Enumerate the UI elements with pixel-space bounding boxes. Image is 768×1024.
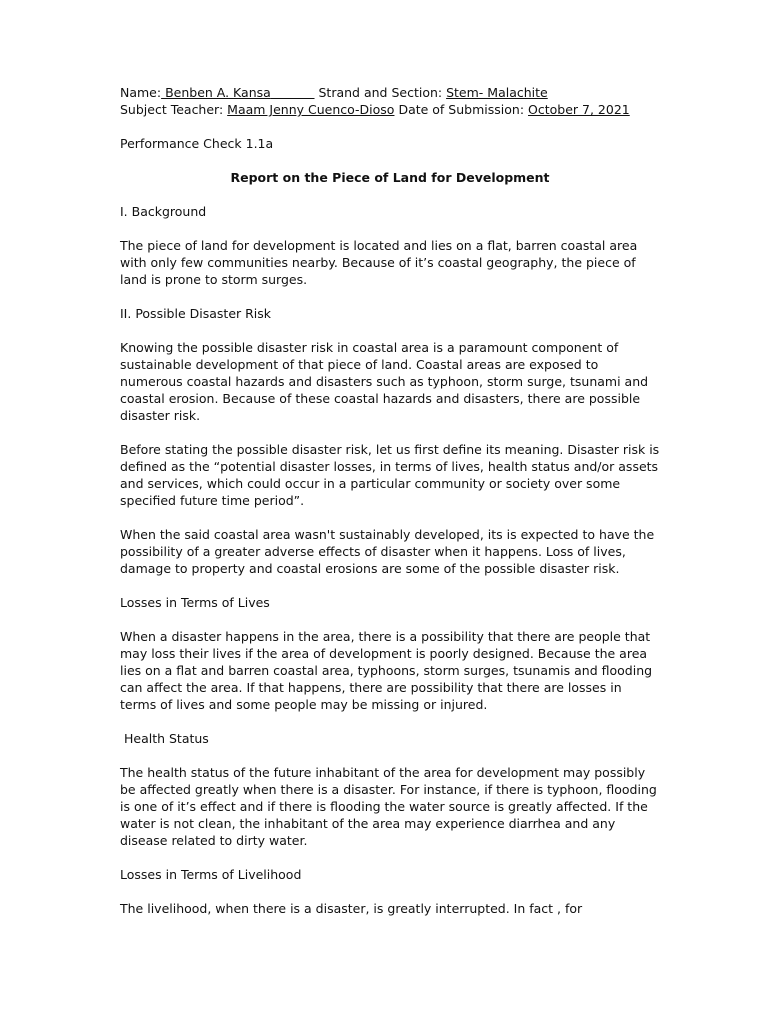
date-label: Date of Submission:	[398, 102, 525, 117]
health-paragraph: The health status of the future inhabitant of the area for development may possibly be affected greatly when there is a disaster. For instance, if there is typhoon, flooding is one of it’s effect and if there is flooding the water source is greatly affected. If the water is not clean, the inhabitant of the area may experience diarrhea and any disease related to dirty water.	[120, 765, 657, 848]
name-line	[120, 84, 660, 101]
teacher-label: Subject Teacher:	[120, 102, 224, 117]
risk-paragraph-2: Before stating the possible disaster risk, let us first define its meaning. Disaster risk is defined as the “potential disaster losses, in terms of lives, health status and/or assets and services, which could occur in a particular community or society over some specified future time period”.	[120, 442, 660, 508]
background-heading: I. Background	[120, 204, 207, 219]
strand-value: Stem- Malachite	[446, 85, 548, 100]
document-body	[120, 84, 660, 917]
lives-heading: Losses in Terms of Lives	[120, 595, 270, 610]
risk-paragraph-1: Knowing the possible disaster risk in coastal area is a paramount component of sustainable development of that piece of land. Coastal areas are exposed to numerous coastal hazards and disasters such as typhoon, storm surge, tsunami and coastal erosion. Because of these coastal hazards and disasters, there are possible disaster risk.	[120, 340, 649, 423]
teacher-line	[120, 101, 660, 118]
risk-paragraph-3: When the said coastal area wasn't sustainably developed, its is expected to have the possibility of a greater adverse effects of disaster when it happens. Loss of lives, damage to property and coastal erosions are some of the possible disaster risk.	[120, 527, 655, 576]
background-paragraph: The piece of land for development is located and lies on a flat, barren coastal area with only few communities nearby. Because of it’s coastal geography, the piece of land is prone to storm surges.	[120, 238, 638, 287]
livelihood-heading: Losses in Terms of Livelihood	[120, 867, 302, 882]
performance-check: Performance Check 1.1a	[120, 136, 274, 151]
livelihood-paragraph: The livelihood, when there is a disaster, is greatly interrupted. In fact , for	[120, 901, 583, 916]
document-title: Report on the Piece of Land for Development	[230, 170, 550, 185]
strand-label: Strand and Section:	[318, 85, 443, 100]
lives-paragraph: When a disaster happens in the area, there is a possibility that there are people that may loss their lives if the area of development is poorly designed. Because the area lies on a flat and barren coastal area, typhoons, storm surges, tsunamis and flooding can affect the area. If that happens, there are possibility that there are losses in terms of lives and some people may be missing or injured.	[120, 629, 653, 712]
health-heading: Health Status	[120, 731, 209, 746]
name-label: Name:	[120, 85, 162, 100]
name-value: Benben A. Kansa	[161, 85, 271, 100]
date-value: October 7, 2021	[528, 102, 630, 117]
risk-heading: II. Possible Disaster Risk	[120, 306, 272, 321]
teacher-value: Maam Jenny Cuenco-Dioso	[227, 102, 395, 117]
